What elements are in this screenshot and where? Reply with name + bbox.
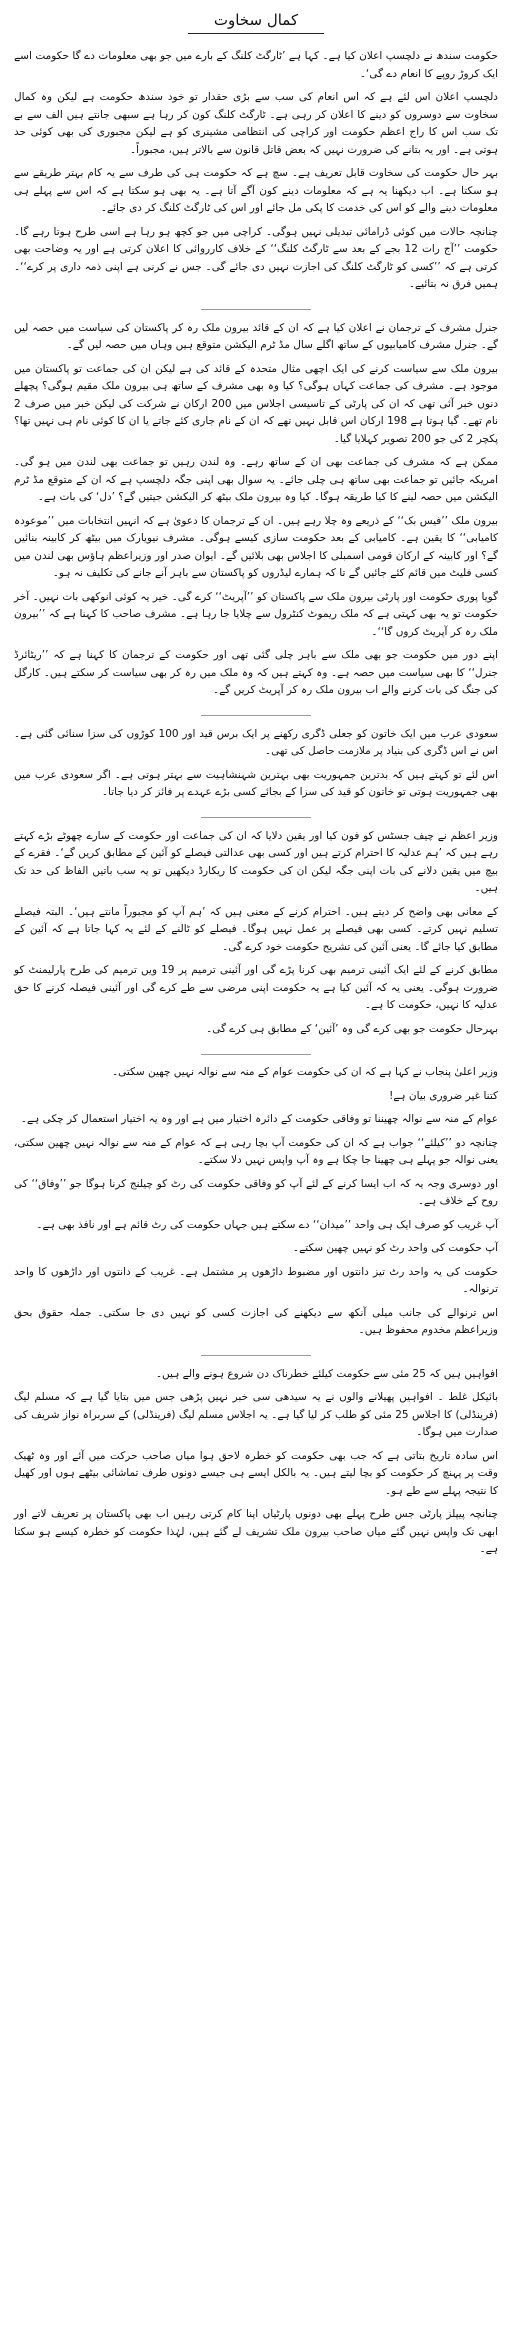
section-divider bbox=[14, 808, 498, 828]
paragraph: اور دوسری وجہ یہ کہ اب ایسا کرنے کے لئے آپ کو وفاقی حکومت کی رٹ کو چیلنج کرنا ہوگا جو ’’وفاق‘‘ کی روح کے خلاف ہے۔ bbox=[14, 1177, 498, 1207]
paragraph: چنانچہ حالات میں کوئی ڈرامائی تبدیلی نہیں ہوگی۔ کراچی میں جو کچھ ہو رہا ہے اسی طرح ہوتا رہے گا۔ حکومت ’’آج رات 12 بجے کے بعد سے ٹارگٹ کلنگ‘‘ کے خلاف کارروائی کا اعلان کرتی ہے اور یہ وضاحت بھی کرتی ہے کہ ’’کسی کو ٹارگٹ کلنگ کی اجازت نہیں دی جائے گی۔ جس نے کرنی ہے اپنی ذمہ داری پر کرے‘‘۔ ہمیں فرق نہ بتائیے۔ bbox=[14, 225, 499, 290]
article-section bbox=[14, 1366, 498, 1559]
paragraph: عوام کے منہ سے نوالہ چھیننا تو وفاقی حکومت کے دائرہ اختیار میں ہے اور وہ یہ اختیار استعمال کر چکی ہے۔ bbox=[20, 1113, 498, 1125]
divider-line bbox=[201, 1355, 311, 1356]
divider-line bbox=[201, 1054, 311, 1055]
section-divider bbox=[14, 1044, 498, 1064]
paragraph: بیرون ملک ’’فیس بک‘‘ کے ذریعے وہ چلا رہے ہیں۔ ان کے ترجمان کا دعویٰ ہے کہ انہیں انتخابات میں ’’موعودہ کامیابی‘‘ کا یقین ہے۔ کامیابی کے بعد حکومت سازی کیسے ہوگی۔ مشرف نیویارک میں بیٹھ کر کابینہ بنائیں گے؟ اور کابینہ کے ارکان قومی اسمبلی کا اجلاس بھی بلائیں گے۔ ایوان صدر اور وزیراعظم ہاؤس بھی لندن میں کسی فلیٹ میں قائم کئے جائیں گے تا کہ ہمارے لیڈروں کو پاکستان سے باہر آنے جانے کی تکلیف نہ ہو۔ bbox=[14, 514, 498, 579]
paragraph: بیرون ملک سے سیاست کرنے کی ایک اچھی مثال متحدہ کے قائد کی ہے لیکن ان کی جماعت تو پاکستان میں موجود ہے۔ مشرف کی جماعت کہاں ہوگی؟ کیا وہ بھی مشرف کے ساتھ ہی بیرون ملک مقیم ہوگی؟ پچھلے دنوں خبر آئی تھی کہ ان کی پارٹی کے تاسیسی اجلاس میں 200 ارکان نے شرکت کی لیکن خبر میں صرف 2 نام تھے۔ گیا ہوتا ہے 198 ارکان اس قابل نہیں تھے کہ ان کے نام جاری کئے جاتے یا ان کا کوئی نام ہی نہیں تھا؟ پکچر 2 کی جو 200 تصویر کہلایا گیا۔ bbox=[14, 362, 499, 445]
paragraph: افواہیں ہیں کہ 25 مئی سے حکومت کیلئے خطرناک دن شروع ہونے والے ہیں۔ bbox=[155, 1367, 498, 1380]
divider-line bbox=[201, 715, 311, 716]
column-title: کمال سخاوت bbox=[188, 10, 324, 34]
paragraph: آپ حکومت کی واحد رٹ کو نہیں چھین سکتے۔ bbox=[292, 1242, 498, 1254]
article-section bbox=[14, 320, 498, 700]
paragraph: مطابق کرنے کے لئے ایک آئینی ترمیم بھی کرنا پڑے گی اور آئینی ترمیم پر 19 ویں ترمیم کی طرح پارلیمنٹ کو ضرورت ہوگی۔ یعنی یہ کہ آئین کیا ہے یہ حکومت اپنی مرضی سے طے کرے گی اور آئینی فیصلہ کرنے کا حق عدلیہ کا نہیں، حکومت کا ہے۔ bbox=[14, 964, 498, 1011]
paragraph: کتنا غیر ضروری بیان ہے! bbox=[389, 1089, 498, 1102]
paragraph: اس لئے تو کہتے ہیں کہ بدترین جمہوریت بھی بہترین شہنشاہیت سے بہتر ہوتی ہے۔ اگر سعودی عرب میں بھی جمہوریت ہوتی تو خاتون کو قید کی سزا کے بجائے کسی بڑے عہدے پر فائز کر دیا جاتا۔ bbox=[14, 768, 498, 798]
paragraph: وزیر اعظم نے چیف جسٹس کو فون کیا اور یقین دلایا کہ ان کی جماعت اور حکومت کے سارے چھوٹے بڑے کہتے رہے ہیں کہ ’ہم عدلیہ کا احترام کرتے ہیں اور کسی بھی عدالتی فیصلے کو آئین کے مطابق کریں گے‘۔ فقرے کے بیچ میں یقین دلانے کی بات اپنی جگہ لیکن ان کی حکومت کا ریکارڈ دیکھیں تو یہ سب باتیں الفاظ کی حد تک ہیں۔ bbox=[14, 829, 498, 894]
paragraph: حکومت کی یہ واحد رٹ تیز دانتوں اور مضبوط داڑھوں پر مشتمل ہے۔ غریب کے دانتوں اور داڑھوں کا واحد ترنوالہ۔ bbox=[14, 1265, 498, 1295]
paragraph: بہرحال حکومت جو بھی کرے گی وہ ’آئین‘ کے مطابق ہی کرے گی۔ bbox=[206, 1022, 498, 1035]
paragraph: اپنے دور میں حکومت جو بھی ملک سے باہر چلی گئی تھی اور حکومت کے ترجمان کا کہنا ہے کہ ’’ریٹائرڈ جنرل‘‘ کا بھی سیاست میں حصہ ہے۔ وہ کہتے ہیں کہ وہ ملک میں رہ کر بھی سیاست کر سکتے ہیں۔ کارگل کی جنگ کی بات کرنے والے اب بیرون ملک رہ کر آپریٹ کریں گے۔ bbox=[14, 649, 498, 696]
divider-line bbox=[201, 309, 311, 310]
paragraph: اس سادہ تاریخ بتاتی ہے کہ جب بھی حکومت کو خطرہ لاحق ہوا میاں صاحب حرکت میں آئے اور وہ ٹھیک وقت پر پہنچ کر حکومت کو بچا لیتے ہیں۔ یہ بالکل ایسے ہی جیسے دونوں طرف تماشائی بیٹھے ہوں اور کھیل کا نتیجہ پہلے سے طے ہو۔ bbox=[14, 1449, 498, 1497]
paragraph: اس ترنوالے کی جانب میلی آنکھ سے دیکھنے کی اجازت کسی کو نہیں دی جا سکتی۔ جملہ حقوق بحق وزیراعظم مخدوم محفوظ ہیں۔ bbox=[14, 1306, 498, 1336]
divider-line bbox=[201, 817, 311, 818]
paragraph: بہر حال حکومت کی سخاوت قابل تعریف ہے۔ سچ ہے کہ حکومت ہی کی طرف سے یہ کام بہتر طریقے سے ہو سکتا ہے۔ اب دیکھنا یہ ہے کہ معلومات دینے کون آگے آتا ہے۔ یہ بھی ہو سکتا ہے کہ اس سے پہلے ہی معلومات دینے والے کو اس کی خدمت کا پکی مل جائے اور اس کی ٹارگٹ کلنگ کر دی جائے۔ bbox=[14, 167, 498, 214]
section-divider bbox=[14, 1346, 498, 1366]
article-section bbox=[14, 828, 498, 1039]
article-section bbox=[14, 48, 498, 294]
paragraph: سعودی عرب میں ایک خاتون کو جعلی ڈگری رکھنے پر ایک برس قید اور 100 کوڑوں کی سزا سنائی گئی ہے۔ اس نے اس ڈگری کی بنیاد پر ملازمت حاصل کی تھی۔ bbox=[14, 727, 498, 757]
paragraph: کے معانی بھی واضح کر دیتے ہیں۔ احترام کرنے کے معنی ہیں کہ ’ہم آپ کو مجبوراً مانتے ہیں‘۔ البتہ فیصلے تسلیم نہیں کرتے۔ کسی بھی فیصلے پر عمل نہیں ہوگا۔ فیصلے کو ٹالنے کے لئے یہ کہا جاتا ہے کہ آئین کے مطابق کیا جائے گا۔ یعنی آئین کی تشریح حکومت خود کرے گی۔ bbox=[14, 905, 498, 953]
paragraph: ممکن ہے کہ مشرف کی جماعت بھی ان کے ساتھ رہے۔ وہ لندن رہیں تو جماعت بھی لندن میں ہو گی۔ امریکہ جائیں تو جماعت بھی ساتھ ہی چلی جائے۔ یہ سوال بھی اپنی جگہ دلچسپ ہے کہ ان کے متوقع مڈ ٹرم الیکشن میں حصہ لینے کا کیا طریقہ ہوگا۔ کیا وہ بیرون ملک بیٹھ کر الیکشن جیتیں گے؟ ’دل‘ کی بات ہے۔ bbox=[14, 456, 498, 503]
article-section bbox=[14, 726, 498, 802]
paragraph: گویا پوری حکومت اور پارٹی بیرون ملک سے پاکستان کو ’’آپریٹ‘‘ کرے گی۔ خیر یہ کوئی انوکھی بات نہیں۔ آخر حکومت تو یہ بھی کہتی ہے کہ ملک ریموٹ کنٹرول سے چلایا جا رہا ہے۔ مشرف صاحب کا کہنا ہے کہ ’’بیرون ملک رہ کر آپریٹ کروں گا‘‘۔ bbox=[14, 590, 498, 638]
paragraph: جنرل مشرف کے ترجمان نے اعلان کیا ہے کہ ان کے قائد بیرون ملک رہ کر پاکستان کی سیاست میں حصہ لیں گے۔ جنرل مشرف کامیابیوں کے ساتھ اگلے سال مڈ ٹرم الیکشن متوقع ہیں وہاں میں حصہ لیں گے۔ bbox=[14, 321, 498, 351]
section-divider bbox=[14, 300, 498, 320]
paragraph: دلچسپ اعلان اس لئے ہے کہ اس انعام کی سب سے بڑی حقدار تو خود سندھ حکومت ہے لیکن وہ کمال سخاوت سے دوسروں کو دینے کا اعلان کر رہی ہے۔ ٹارگٹ کلنگ کون کر رہا ہے سبھی جانتے ہیں الف سے بے تک سب اس کا راج اعظم حکومت اور کراچی کی انتظامی مشینری کو ہے لیکن مجبوری کی بھی کوئی حد ہوتی ہے۔ اور یہ بتانے کی ضرورت نہیں کہ بعض قاتل قانون سے بالاتر ہیں، مجبوراً۔ bbox=[14, 91, 498, 156]
section-divider bbox=[14, 706, 498, 726]
paragraph: وزیر اعلیٰ پنجاب نے کہا ہے کہ ان کی حکومت عوام کے منہ سے نوالہ نہیں چھین سکتی۔ bbox=[111, 1066, 498, 1078]
paragraph: بائیکل غلط ۔ افواہیں پھیلانے والوں نے یہ سیدھی سی خبر نہیں پڑھی جس میں بتایا گیا ہے کہ مسلم لیگ (فرینڈلی) کا اجلاس 25 مئی کو طلب کر لیا گیا ہے۔ یہ اجلاس مسلم لیگ (فرینڈلی) کے سربراہ نواز شریف کی صدارت میں ہوگا۔ bbox=[14, 1391, 499, 1438]
paragraph: چنانچہ پیپلز پارٹی جس طرح پہلے بھی دونوں پارٹیاں اپنا کام کرتی رہیں اب بھی پاکستان پر تعریف لاتے اور ابھی تک واپس نہیں گئے میاں صاحب بیرون ملک تشریف لے گئے ہیں، لہٰذا حکومت کو خطرہ کیسے ہو سکتا ہے۔ bbox=[14, 1508, 498, 1555]
column-header bbox=[14, 10, 498, 34]
paragraph: چنانچہ دو ’’کیلئے‘‘ جواب ہے کہ ان کی حکومت آپ بچا رہی ہے کہ عوام کے منہ سے نوالہ نہیں چھین سکتی، یعنی نوالہ جو پہلے ہی چھینا جا چکا ہے وہ آپ واپس نہیں دلا سکتے۔ bbox=[14, 1136, 498, 1166]
paragraph: حکومت سندھ نے دلچسپ اعلان کیا ہے۔ کہا ہے ’ٹارگٹ کلنگ کے بارے میں جو بھی معلومات دے گا حکومت اسے ایک کروڑ روپے کا انعام دے گی‘۔ bbox=[14, 50, 498, 80]
article-body bbox=[14, 48, 498, 1559]
article-section bbox=[14, 1064, 498, 1340]
paragraph: آپ غریب کو صرف ایک ہی واحد ’’میدان‘‘ دے سکتے ہیں جہاں حکومت کی رٹ قائم ہے اور نافذ بھی ہے۔ bbox=[36, 1218, 498, 1231]
